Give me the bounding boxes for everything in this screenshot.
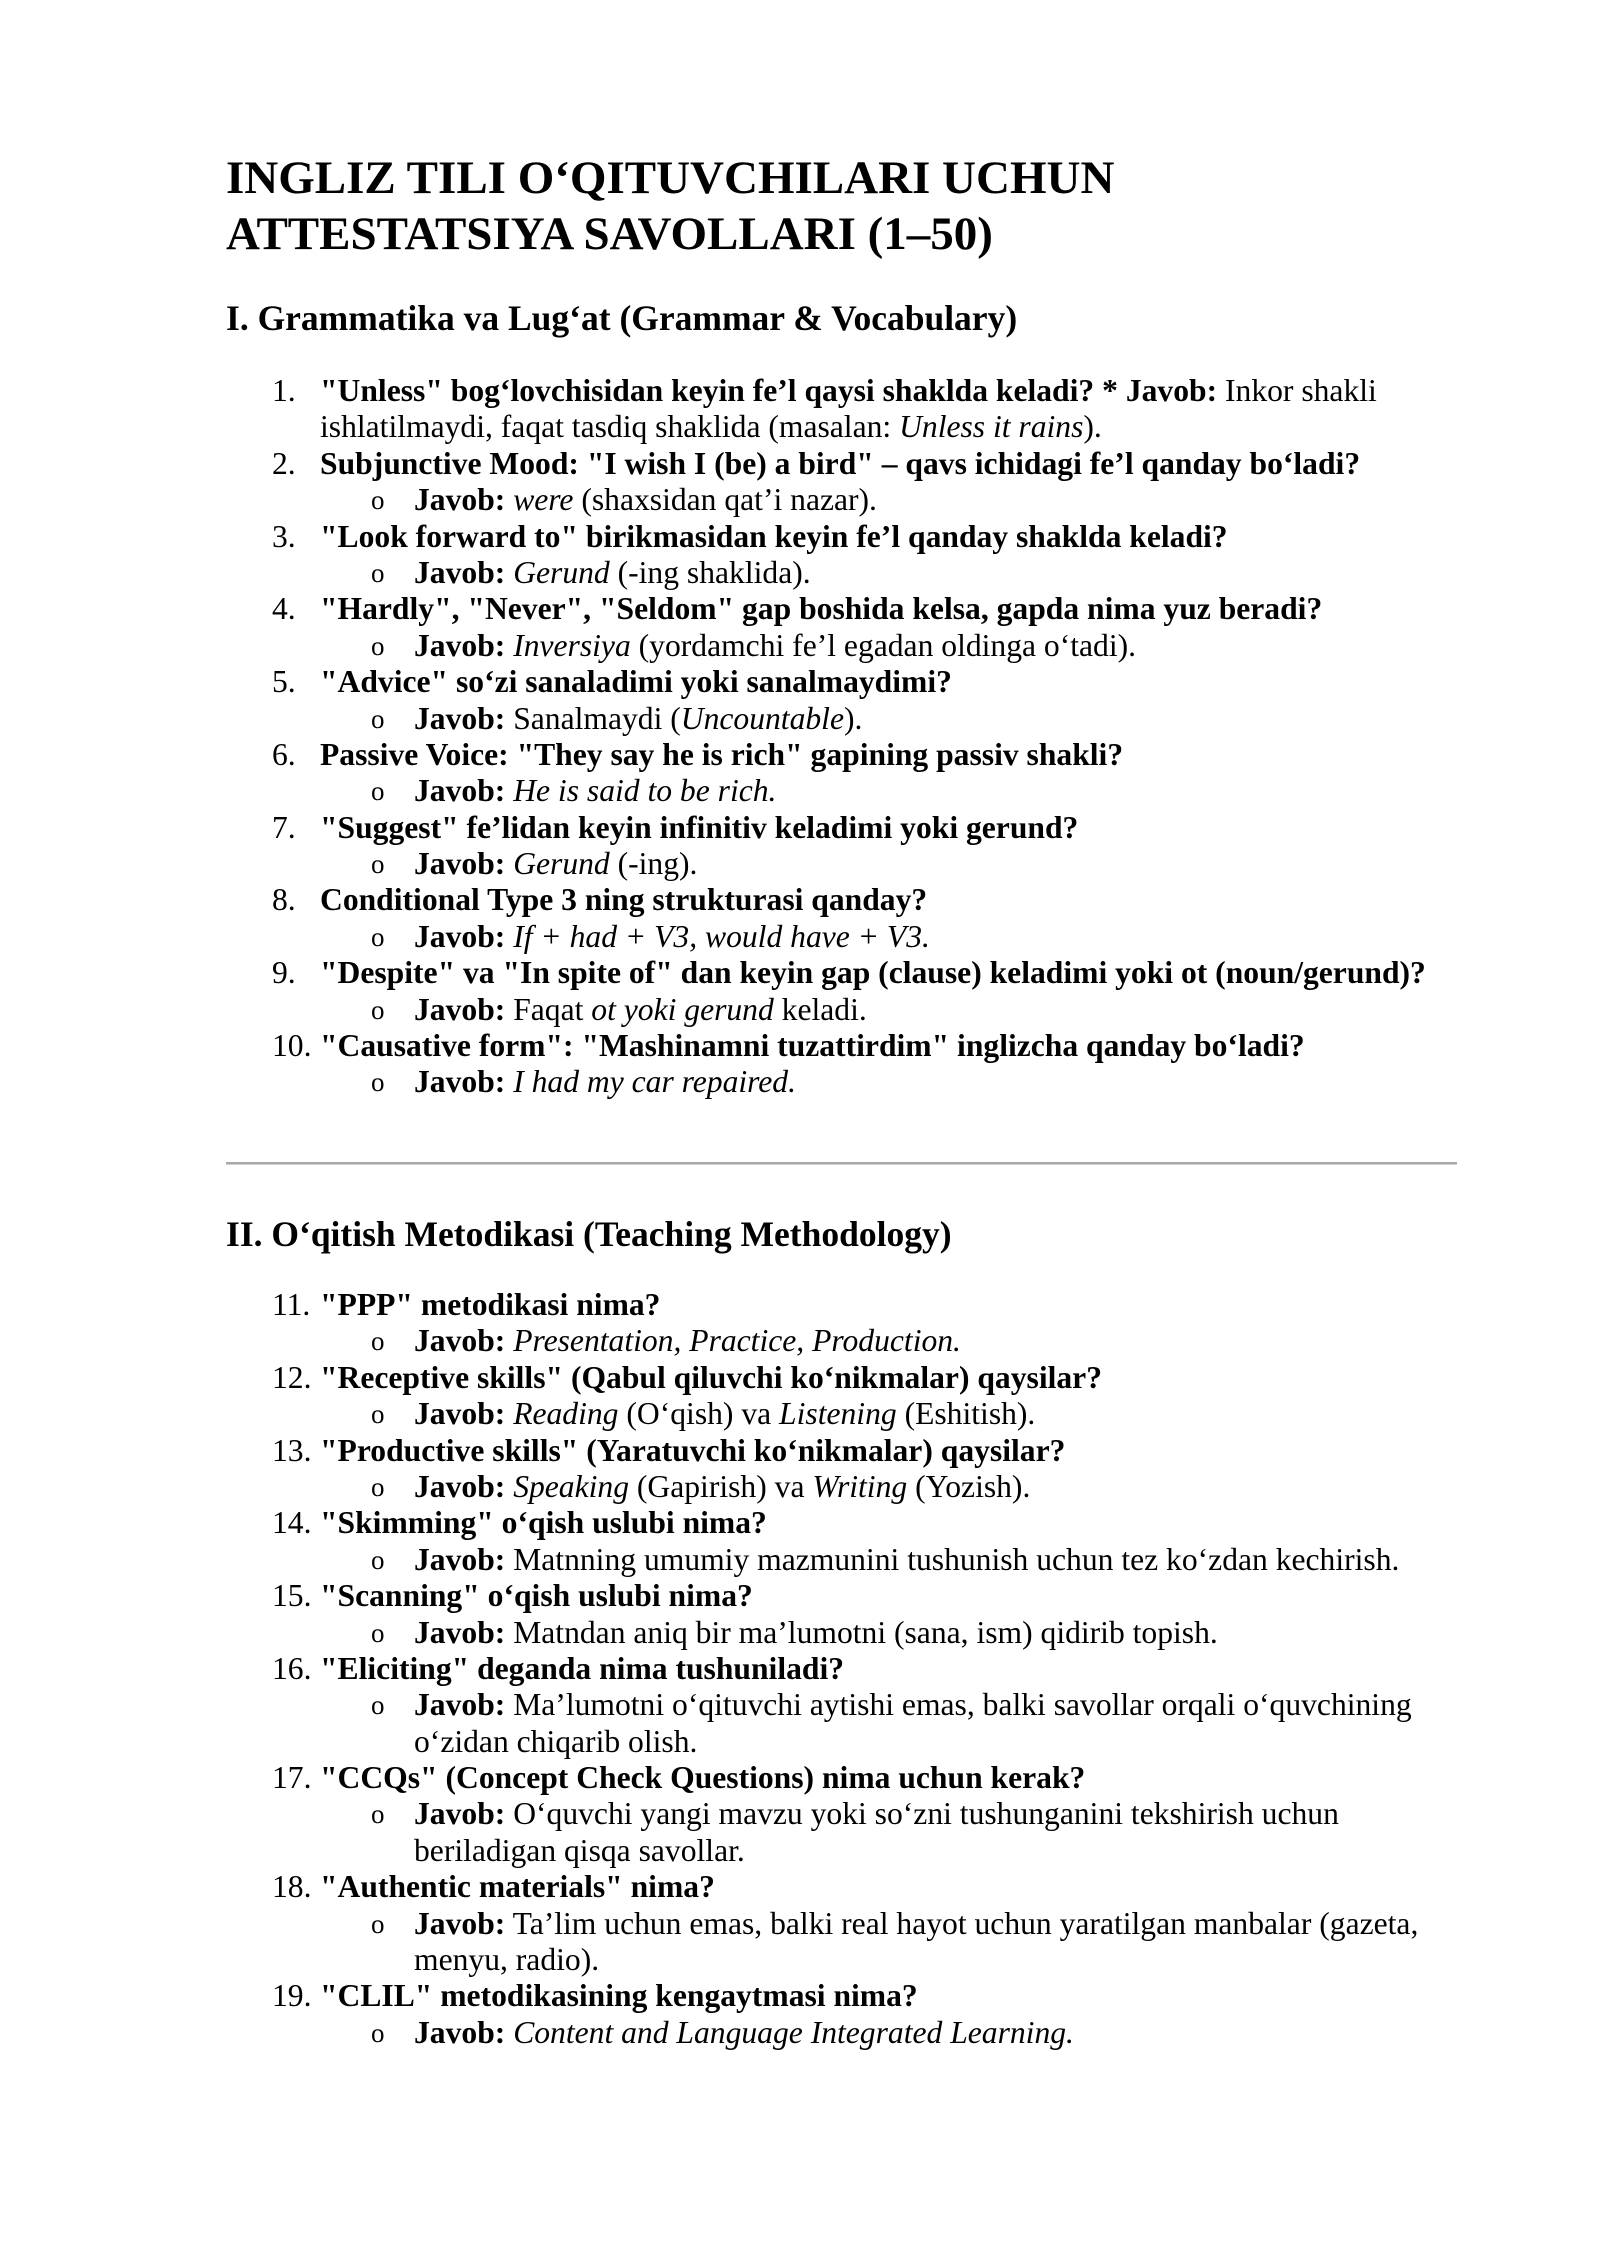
question-item [0, 810, 1600, 883]
item-number: 2. [272, 445, 296, 481]
answer-bullet: o [371, 849, 385, 880]
answer-text: Faqat [513, 991, 592, 1027]
answer-text: ). [843, 700, 863, 736]
answer-line-text [320, 409, 1102, 445]
question-item [0, 1978, 1600, 2051]
question-item [0, 1651, 1600, 1760]
question-text: "Causative form": "Mashinamni tuzattirdim" inglizcha qanday bo‘ladi? [320, 1028, 1305, 1064]
inline-asterisk: * [1102, 373, 1118, 408]
answer-line-text [414, 1542, 1399, 1578]
question-line [0, 1578, 1600, 1614]
answer-label: Javob: [414, 1468, 506, 1504]
question-line-text [320, 373, 1377, 409]
answer-line [0, 1323, 1600, 1359]
answer-line-text [414, 1323, 961, 1359]
answer-bullet: o [371, 1326, 385, 1357]
answer-text: (Gapirish) va [629, 1468, 813, 1504]
answer-text: Inkor shakli [1225, 373, 1377, 408]
question-line-text [320, 1578, 753, 1614]
question-line [0, 737, 1600, 773]
answer-emphasis: Reading [513, 1396, 619, 1432]
answer-label: Javob: [414, 1064, 506, 1100]
document-title-line2: ATTESTATSIYA SAVOLLARI (1–50) [226, 208, 993, 260]
question-text: "PPP" metodikasi nima? [320, 1287, 661, 1322]
question-line-text [320, 1287, 660, 1323]
answer-line [0, 2015, 1600, 2051]
answer-bullet: o [371, 776, 385, 807]
item-number: 9. [272, 955, 296, 991]
question-line [0, 446, 1600, 482]
answer-emphasis: Speaking [513, 1468, 629, 1504]
answer-emphasis: Inversiya [513, 627, 631, 663]
answer-text: Ta’lim uchun emas, balki real hayot uchun yaratilgan manbalar (gazeta, [512, 1905, 1419, 1941]
answer-line-text [414, 919, 930, 955]
answer-bullet: o [371, 1908, 385, 1939]
answer-line-text [414, 992, 867, 1028]
answer-text: (-ing). [609, 846, 698, 882]
question-line [0, 591, 1600, 627]
question-line [0, 1287, 1600, 1323]
question-item [0, 519, 1600, 592]
answer-emphasis: If + had + V3, would have + V3. [513, 918, 930, 954]
answer-line-text [414, 1615, 1218, 1651]
answer-bullet: o [371, 1690, 385, 1721]
answer-emphasis: Listening [779, 1396, 897, 1432]
answer-line-text [414, 1724, 697, 1760]
question-line [0, 1760, 1600, 1796]
answer-line [0, 555, 1600, 591]
answer-line-text [414, 1469, 1030, 1505]
answer-bullet: o [371, 1399, 385, 1430]
question-line-text [320, 591, 1322, 627]
question-line-text [320, 1651, 844, 1687]
question-line-continued [0, 409, 1600, 445]
answer-label: Javob: [1125, 373, 1218, 408]
answer-emphasis: ot yoki gerund [591, 991, 774, 1027]
question-list [0, 373, 1600, 1101]
answer-line [0, 846, 1600, 882]
question-text: "Scanning" o‘qish uslubi nima? [320, 1578, 753, 1614]
answer-emphasis: Content and Language Integrated Learning. [513, 2014, 1074, 2050]
question-item [0, 1287, 1600, 1360]
answer-line-text [414, 1796, 1339, 1832]
question-line [0, 955, 1600, 991]
document-title [226, 150, 1114, 262]
question-line [0, 1433, 1600, 1469]
answer-label: Javob: [414, 1323, 506, 1359]
question-line [0, 519, 1600, 555]
question-line [0, 882, 1600, 918]
question-line-text [320, 1760, 1085, 1796]
question-line-text [320, 519, 1228, 555]
question-item [0, 446, 1600, 519]
question-text: "Productive skills" (Yaratuvchi ko‘nikmalar) qaysilar? [320, 1432, 1066, 1468]
question-line-text [320, 882, 927, 918]
answer-bullet: o [371, 921, 385, 952]
answer-text: keladi. [773, 991, 867, 1027]
question-text: "CLIL" metodikasining kengaytmasi nima? [320, 1978, 918, 2014]
answer-text: ). [1083, 409, 1102, 445]
answer-bullet: o [371, 703, 385, 734]
question-item [0, 1505, 1600, 1578]
answer-text: ishlatilmaydi, faqat tasdiq shaklida (masalan: [320, 409, 900, 445]
answer-label: Javob: [414, 554, 506, 590]
answer-label: Javob: [414, 2014, 506, 2050]
question-text: Subjunctive Mood: "I wish I (be) a bird" – qavs ichidagi fe’l qanday bo‘ladi? [320, 445, 1361, 481]
answer-bullet: o [371, 1617, 385, 1648]
question-line-text [320, 1028, 1305, 1064]
answer-text: (-ing shaklida). [609, 554, 811, 590]
answer-label: Javob: [414, 1541, 506, 1577]
item-number: 19. [272, 1978, 312, 2014]
question-text: "Authentic materials" nima? [320, 1869, 715, 1905]
answer-label: Javob: [414, 773, 506, 809]
answer-line-continued [0, 1724, 1600, 1760]
answer-line [0, 701, 1600, 737]
answer-line-text [414, 773, 776, 809]
answer-label: Javob: [414, 627, 506, 663]
answer-bullet: o [371, 1067, 385, 1098]
answer-label: Javob: [414, 700, 506, 736]
question-text: "Advice" so‘zi sanaladimi yoki sanalmaydimi? [320, 664, 952, 700]
answer-emphasis: I had my car repaired. [513, 1064, 797, 1100]
question-item [0, 1028, 1600, 1101]
question-line [0, 664, 1600, 700]
answer-bullet: o [371, 557, 385, 588]
answer-emphasis: Writing [812, 1468, 908, 1504]
item-number: 1. [272, 373, 296, 408]
question-line [0, 373, 1600, 409]
answer-bullet: o [371, 1544, 385, 1575]
item-number: 12. [272, 1359, 312, 1395]
answer-text: Matnning umumiy mazmunini tushunish uchun tez ko‘zdan kechirish. [513, 1541, 1400, 1577]
answer-bullet: o [371, 994, 385, 1025]
answer-label: Javob: [414, 846, 506, 882]
question-line-text [320, 1869, 715, 1905]
question-line [0, 1360, 1600, 1396]
item-number: 16. [272, 1650, 312, 1686]
section-heading: I. Grammatika va Lug‘at (Grammar & Vocabulary) [226, 298, 1018, 338]
answer-label: Javob: [414, 1905, 506, 1941]
answer-line [0, 773, 1600, 809]
answer-text: Ma’lumotni o‘qituvchi aytishi emas, balki savollar orqali o‘quvchining [513, 1687, 1412, 1723]
question-item [0, 1578, 1600, 1651]
question-line [0, 1869, 1600, 1905]
question-item [0, 1869, 1600, 1978]
answer-line [0, 1615, 1600, 1651]
question-item [0, 955, 1600, 1028]
question-line-text [320, 1433, 1065, 1469]
answer-text: menyu, radio). [414, 1942, 600, 1978]
question-line-text [320, 1505, 767, 1541]
question-line [0, 1978, 1600, 2014]
item-number: 13. [272, 1432, 312, 1468]
question-line-text [320, 446, 1360, 482]
answer-line-text [414, 2015, 1074, 2051]
answer-label: Javob: [414, 991, 506, 1027]
answer-line [0, 1687, 1600, 1723]
horizontal-divider [226, 1162, 1457, 1165]
section-heading: II. O‘qitish Metodikasi (Teaching Methodology) [226, 1214, 952, 1254]
question-text: "Skimming" o‘qish uslubi nima? [320, 1505, 767, 1541]
answer-line-continued [0, 1833, 1600, 1869]
answer-line-text [414, 1942, 599, 1978]
question-line [0, 1505, 1600, 1541]
item-number: 8. [272, 882, 296, 918]
answer-bullet: o [371, 1799, 385, 1830]
item-number: 11. [272, 1287, 311, 1322]
answer-bullet: o [371, 630, 385, 661]
answer-text: Sanalmaydi ( [513, 700, 681, 736]
item-number: 7. [272, 809, 296, 845]
question-line [0, 1651, 1600, 1687]
item-number: 4. [272, 591, 296, 627]
question-item [0, 664, 1600, 737]
answer-line-text [414, 1687, 1412, 1723]
answer-text: (yordamchi fe’l egadan oldinga o‘tadi). [630, 627, 1137, 663]
item-number: 14. [272, 1505, 312, 1541]
question-text: "Receptive skills" (Qabul qiluvchi ko‘nikmalar) qaysilar? [320, 1359, 1102, 1395]
item-number: 6. [272, 736, 296, 772]
item-number: 15. [272, 1578, 312, 1614]
question-line-text [320, 1360, 1102, 1396]
answer-emphasis: Presentation, Practice, Production. [513, 1323, 961, 1359]
answer-line [0, 1469, 1600, 1505]
answer-text: beriladigan qisqa savollar. [414, 1832, 745, 1868]
answer-text: Matndan aniq bir ma’lumotni (sana, ism) qidirib topish. [513, 1614, 1218, 1650]
answer-line-text [414, 1833, 745, 1869]
item-number: 17. [272, 1760, 312, 1796]
answer-text: (Eshitish). [896, 1396, 1036, 1432]
answer-label: Javob: [414, 1396, 506, 1432]
answer-label: Javob: [414, 1796, 506, 1832]
answer-text: (Yozish). [907, 1468, 1031, 1504]
question-text: "Hardly", "Never", "Seldom" gap boshida kelsa, gapda nima yuz beradi? [320, 591, 1323, 627]
answer-emphasis: He is said to be rich. [513, 773, 777, 809]
question-item [0, 1760, 1600, 1869]
question-text: "Look forward to" birikmasidan keyin fe’l qanday shaklda keladi? [320, 518, 1228, 554]
answer-text: O‘quvchi yangi mavzu yoki so‘zni tushunganini tekshirish uchun [513, 1796, 1339, 1832]
answer-line [0, 1064, 1600, 1100]
question-line-text [320, 737, 1123, 773]
item-number: 5. [272, 664, 296, 700]
item-number: 3. [272, 518, 296, 554]
question-item [0, 1433, 1600, 1506]
answer-line-text [414, 482, 877, 518]
answer-line [0, 992, 1600, 1028]
question-line-text [320, 664, 952, 700]
answer-label: Javob: [414, 918, 506, 954]
question-item [0, 591, 1600, 664]
document-title-line1: INGLIZ TILI O‘QITUVCHILARI UCHUN [226, 152, 1115, 204]
answer-line-text [414, 628, 1136, 664]
question-text: "Suggest" fe’lidan keyin infinitiv keladimi yoki gerund? [320, 809, 1079, 845]
answer-line-text [414, 1064, 796, 1100]
answer-text: (O‘qish) va [618, 1396, 780, 1432]
answer-emphasis: Gerund [513, 554, 610, 590]
question-line-text [320, 810, 1078, 846]
question-item [0, 373, 1600, 446]
answer-label: Javob: [414, 1614, 506, 1650]
answer-emphasis: Unless it rains [899, 409, 1084, 445]
question-line-text [320, 1978, 918, 2014]
answer-line [0, 1906, 1600, 1942]
question-text: "Despite" va "In spite of" dan keyin gap (clause) keladimi yoki ot (noun/gerund)? [320, 955, 1426, 991]
answer-line-text [414, 846, 697, 882]
question-item [0, 882, 1600, 955]
answer-label: Javob: [414, 1687, 506, 1723]
answer-line [0, 1396, 1600, 1432]
answer-line-text [414, 701, 862, 737]
answer-line-text [414, 1396, 1035, 1432]
question-text: "Unless" bog‘lovchisidan keyin fe’l qaysi shaklda keladi? [320, 373, 1095, 408]
answer-line [0, 1796, 1600, 1832]
answer-bullet: o [371, 485, 385, 516]
question-line [0, 1028, 1600, 1064]
question-text: "Eliciting" deganda nima tushuniladi? [320, 1650, 845, 1686]
item-number: 10. [272, 1028, 312, 1064]
question-text: "CCQs" (Concept Check Questions) nima uchun kerak? [320, 1760, 1086, 1796]
question-text: Conditional Type 3 ning strukturasi qanday? [320, 882, 928, 918]
question-text: Passive Voice: "They say he is rich" gapining passiv shakli? [320, 736, 1124, 772]
answer-line [0, 628, 1600, 664]
answer-line-text [414, 555, 811, 591]
answer-text: o‘zidan chiqarib olish. [414, 1723, 698, 1759]
answer-emphasis: were [513, 482, 574, 518]
question-item [0, 1360, 1600, 1433]
answer-emphasis: Gerund [513, 846, 610, 882]
answer-label: Javob: [414, 482, 506, 518]
answer-line-text [414, 1906, 1418, 1942]
answer-line-continued [0, 1942, 1600, 1978]
answer-line [0, 919, 1600, 955]
question-list [0, 1287, 1600, 2051]
answer-line [0, 482, 1600, 518]
item-number: 18. [272, 1869, 312, 1905]
question-line-text [320, 955, 1426, 991]
answer-text: (shaxsidan qat’i nazar). [573, 482, 877, 518]
answer-bullet: o [371, 1471, 385, 1502]
question-item [0, 737, 1600, 810]
answer-line [0, 1542, 1600, 1578]
question-line [0, 810, 1600, 846]
answer-bullet: o [371, 2017, 385, 2048]
answer-emphasis: Uncountable [680, 700, 844, 736]
